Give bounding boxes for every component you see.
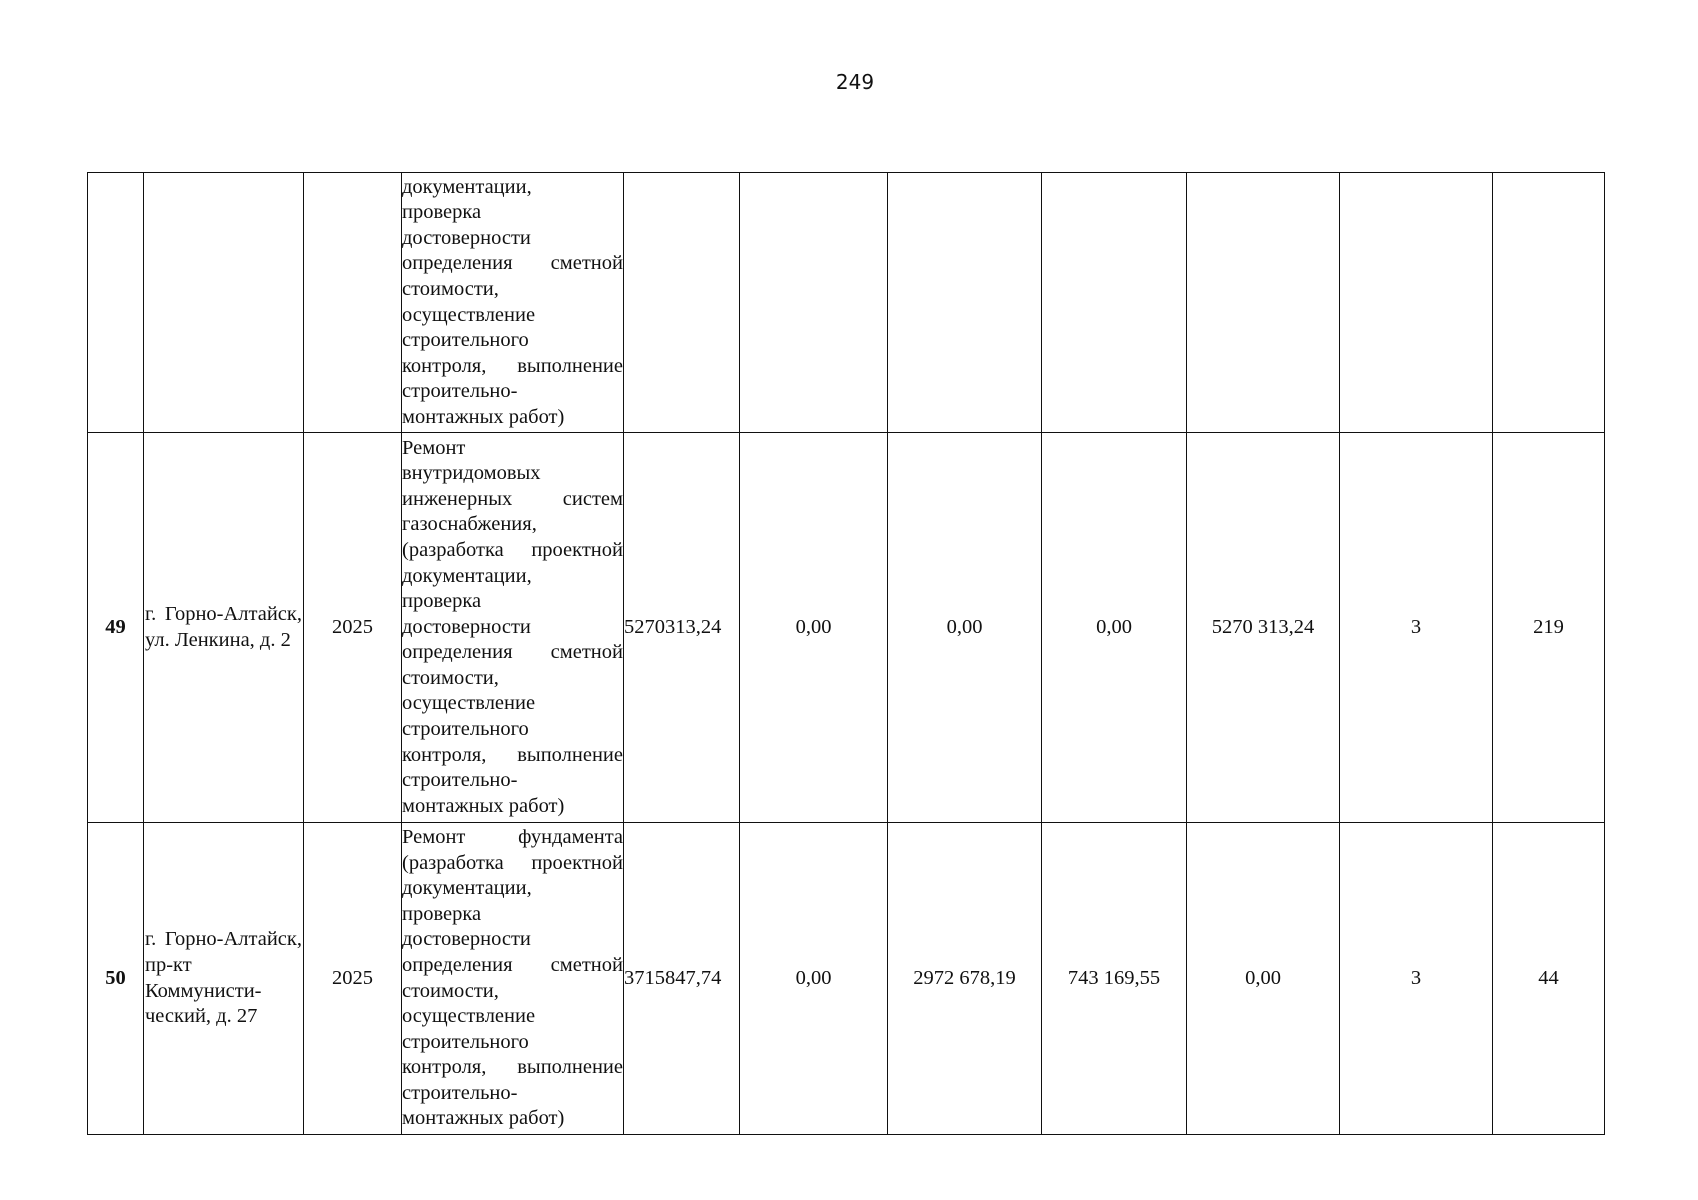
work-description-line: строительно-: [402, 380, 518, 403]
work-description-word: инженерных: [402, 487, 513, 510]
work-description-line: [402, 640, 623, 666]
address-cell: [144, 433, 304, 823]
count-cell: 219: [1493, 433, 1605, 823]
year-cell: 2025: [304, 823, 402, 1135]
work-description-cell: [402, 173, 624, 433]
work-description-line: осуществление: [402, 303, 536, 326]
total-cost-cell: [624, 173, 740, 433]
fund-amount-cell: 0,00: [740, 823, 888, 1135]
work-description-line: [402, 487, 623, 513]
capital-repair-table: [87, 172, 1605, 1135]
work-description-line: [402, 953, 623, 979]
work-description-line: монтажных работ): [402, 405, 565, 428]
fund-amount-cell: 2972 678,19: [888, 823, 1042, 1135]
fund-amount-cell: [888, 173, 1042, 433]
work-description-word: Ремонт: [402, 825, 466, 848]
address-cell: [144, 823, 304, 1135]
table-row: [88, 173, 1605, 433]
work-description-word: определения: [402, 252, 513, 275]
count-cell: 44: [1493, 823, 1605, 1135]
work-description-word: выполнение: [517, 743, 623, 766]
work-description-line: проверка: [402, 201, 482, 224]
address-text: г. Горно-Алтайск, пр-кт Коммунисти-ческий, д. 27: [145, 928, 302, 1028]
work-description-word: выполнение: [517, 354, 623, 377]
table-row: [88, 823, 1605, 1135]
work-description-line: осуществление: [402, 1005, 536, 1028]
fund-amount-cell: 5270 313,24: [1187, 433, 1340, 823]
work-description-line: достоверности: [402, 928, 531, 951]
fund-amount-cell: 743 169,55: [1042, 823, 1187, 1135]
work-description-line: строительно-: [402, 769, 518, 792]
row-number: [88, 173, 144, 433]
fund-amount-cell: [1187, 173, 1340, 433]
work-description-word: проектной: [531, 851, 623, 874]
work-description-word: проектной: [531, 538, 623, 561]
work-description-line: стоимости,: [402, 666, 499, 689]
work-description-line: документации,: [402, 175, 532, 198]
total-cost-cell: 3715847,74: [624, 823, 740, 1135]
work-description-word: фундамента: [518, 825, 623, 848]
fund-amount-cell: [740, 173, 888, 433]
count-cell: [1493, 173, 1605, 433]
total-cost-cell: 5270313,24: [624, 433, 740, 823]
year-cell: [304, 173, 402, 433]
work-description-line: достоверности: [402, 226, 531, 249]
work-description-line: строительно-: [402, 1081, 518, 1104]
table-row: [88, 433, 1605, 823]
work-description-line: стоимости,: [402, 277, 499, 300]
work-description-line: [402, 743, 623, 769]
fund-amount-cell: 0,00: [888, 433, 1042, 823]
work-description-line: строительного: [402, 718, 529, 741]
fund-amount-cell: 0,00: [1042, 433, 1187, 823]
address-cell: [144, 173, 304, 433]
page-number: 249: [835, 70, 875, 94]
fund-amount-cell: 0,00: [740, 433, 888, 823]
work-description-cell: [402, 823, 624, 1135]
work-description-word: сметной: [550, 641, 623, 664]
count-cell: 3: [1340, 433, 1493, 823]
work-description-line: проверка: [402, 902, 482, 925]
work-description-line: монтажных работ): [402, 794, 565, 817]
work-description-word: контроля,: [402, 1056, 487, 1079]
work-description-word: систем: [562, 487, 623, 510]
fund-amount-cell: [1042, 173, 1187, 433]
work-description-line: [402, 354, 623, 380]
count-cell: 3: [1340, 823, 1493, 1135]
work-description-word: сметной: [550, 252, 623, 275]
work-description-word: (разработка: [402, 538, 504, 561]
work-description-line: [402, 825, 623, 851]
work-description-line: документации,: [402, 564, 532, 587]
work-description-line: проверка: [402, 590, 482, 613]
work-description-line: строительного: [402, 1030, 529, 1053]
work-description-line: внутридомовых: [402, 462, 541, 485]
work-description-line: документации,: [402, 877, 532, 900]
work-description-line: строительного: [402, 329, 529, 352]
work-description-line: достоверности: [402, 615, 531, 638]
work-description-line: газоснабжения,: [402, 513, 537, 536]
work-description-line: Ремонт: [402, 436, 466, 459]
work-description-cell: [402, 433, 624, 823]
work-description-line: стоимости,: [402, 979, 499, 1002]
year-cell: 2025: [304, 433, 402, 823]
work-description-word: выполнение: [517, 1056, 623, 1079]
work-description-word: контроля,: [402, 743, 487, 766]
work-description-line: [402, 251, 623, 277]
work-description-word: контроля,: [402, 354, 487, 377]
work-description-word: сметной: [550, 953, 623, 976]
work-description-line: [402, 851, 623, 877]
work-description-line: [402, 1055, 623, 1081]
work-description-line: монтажных работ): [402, 1107, 565, 1130]
row-number: 49: [88, 433, 144, 823]
work-description-word: (разработка: [402, 851, 504, 874]
fund-amount-cell: 0,00: [1187, 823, 1340, 1135]
count-cell: [1340, 173, 1493, 433]
address-text: г. Горно-Алтайск, ул. Ленкина, д. 2: [145, 602, 302, 651]
work-description-line: [402, 538, 623, 564]
work-description-word: определения: [402, 641, 513, 664]
work-description-line: осуществление: [402, 692, 536, 715]
row-number: 50: [88, 823, 144, 1135]
work-description-word: определения: [402, 953, 513, 976]
